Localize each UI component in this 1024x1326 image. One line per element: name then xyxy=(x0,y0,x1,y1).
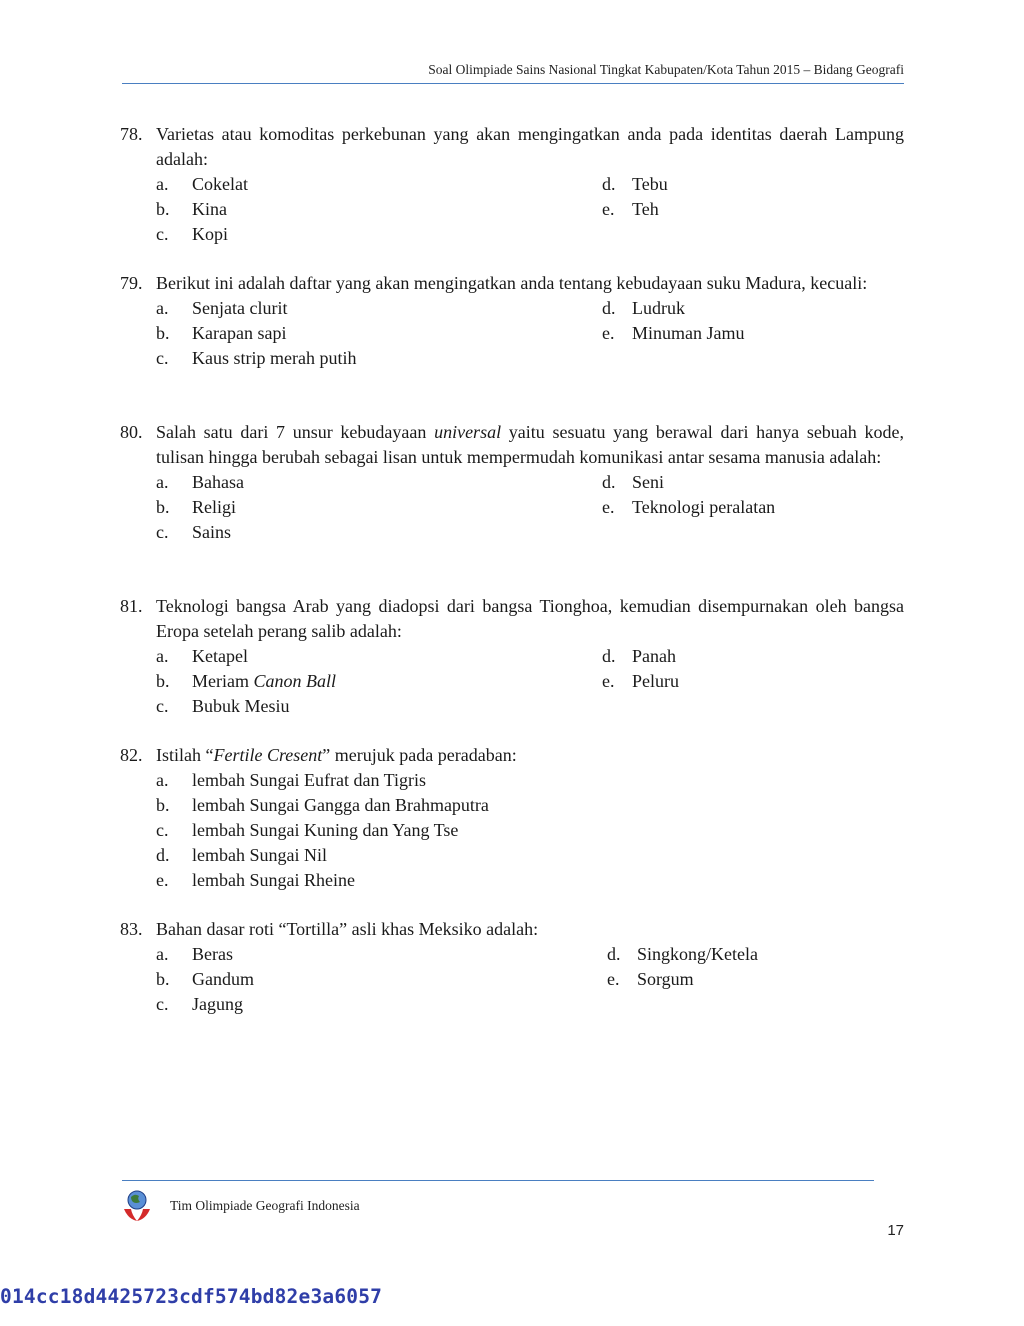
option-d: d. Seni xyxy=(602,472,665,492)
option-c: c. Kaus strip merah putih xyxy=(156,348,357,368)
question-82 xyxy=(120,743,904,893)
question-text: Bahan dasar roti “Tortilla” asli khas Meksiko adalah: xyxy=(156,919,539,939)
question-text: Teknologi bangsa Arab yang diadopsi dari bangsa Tionghoa, kemudian disempurnakan oleh bangsa Eropa setelah perang salib adalah: xyxy=(156,596,904,641)
option-list xyxy=(156,768,904,893)
option-a: a. Cokelat xyxy=(156,174,248,194)
option-d: d. Panah xyxy=(602,646,676,666)
question-text: Salah satu dari 7 unsur kebudayaan universal yaitu sesuatu yang berawal dari hanya sebuah kode, tulisan hingga berubah sebagai lisan untuk mempermudah komunikasi antar sesama manusia adalah: xyxy=(156,422,904,467)
option-b: b. Gandum xyxy=(156,969,254,989)
option-b: b. lembah Sungai Gangga dan Brahmaputra xyxy=(156,795,489,815)
question-number: 82. xyxy=(120,745,143,765)
option-c: c. Kopi xyxy=(156,224,228,244)
question-number: 83. xyxy=(120,919,143,939)
option-a: a. Beras xyxy=(156,944,233,964)
option-e: e. Minuman Jamu xyxy=(602,323,745,343)
header-divider xyxy=(122,83,904,84)
question-text: Varietas atau komoditas perkebunan yang akan mengingatkan anda pada identitas daerah Lampung adalah: xyxy=(156,124,904,169)
option-d: d. lembah Sungai Nil xyxy=(156,845,327,865)
option-e: e. Sorgum xyxy=(607,969,694,989)
option-a: a. Senjata clurit xyxy=(156,298,288,318)
question-79 xyxy=(120,271,904,371)
option-list xyxy=(156,942,904,1017)
question-78 xyxy=(120,122,904,247)
option-e: e. Teknologi peralatan xyxy=(602,497,776,517)
option-a: a. Ketapel xyxy=(156,646,248,666)
option-list xyxy=(156,172,904,247)
question-number: 79. xyxy=(120,273,143,293)
option-c: c. Jagung xyxy=(156,994,243,1014)
option-d: d. Ludruk xyxy=(602,298,685,318)
footer-divider xyxy=(122,1180,874,1181)
option-a: a. Bahasa xyxy=(156,472,244,492)
option-e: e. lembah Sungai Rheine xyxy=(156,870,355,890)
question-number: 81. xyxy=(120,596,143,616)
footer-team-name: Tim Olimpiade Geografi Indonesia xyxy=(170,1198,360,1213)
option-e: e. Teh xyxy=(602,199,659,219)
globe-logo-icon xyxy=(122,1189,152,1223)
option-c: c. Sains xyxy=(156,522,232,542)
option-b: b. Meriam Canon Ball xyxy=(156,671,336,691)
question-number: 78. xyxy=(120,124,143,144)
italic-term: Fertile Cresent xyxy=(213,745,323,765)
option-b: b. Karapan sapi xyxy=(156,323,287,343)
option-a: a. lembah Sungai Eufrat dan Tigris xyxy=(156,770,426,790)
option-c: c. lembah Sungai Kuning dan Yang Tse xyxy=(156,820,459,840)
question-text: Istilah “Fertile Cresent” merujuk pada peradaban: xyxy=(156,745,517,765)
option-list xyxy=(156,644,904,719)
option-c: c. Bubuk Mesiu xyxy=(156,696,290,716)
page-header: Soal Olimpiade Sains Nasional Tingkat Kabupaten/Kota Tahun 2015 – Bidang Geografi xyxy=(428,62,904,77)
question-83 xyxy=(120,917,904,1017)
option-b: b. Kina xyxy=(156,199,227,219)
option-b: b. Religi xyxy=(156,497,236,517)
page-number: 17 xyxy=(887,1222,904,1239)
question-80 xyxy=(120,420,904,545)
document-hash: 014cc18d4425723cdf574bd82e3a6057 xyxy=(0,1285,383,1308)
question-81 xyxy=(120,594,904,719)
option-d: d. Singkong/Ketela xyxy=(607,944,758,964)
question-number: 80. xyxy=(120,422,143,442)
option-d: d. Tebu xyxy=(602,174,668,194)
option-list xyxy=(156,296,904,371)
option-list xyxy=(156,470,904,545)
question-text: Berikut ini adalah daftar yang akan mengingatkan anda tentang kebudayaan suku Madura, kecuali: xyxy=(156,273,868,293)
option-e: e. Peluru xyxy=(602,671,679,691)
italic-term: universal xyxy=(434,422,502,442)
